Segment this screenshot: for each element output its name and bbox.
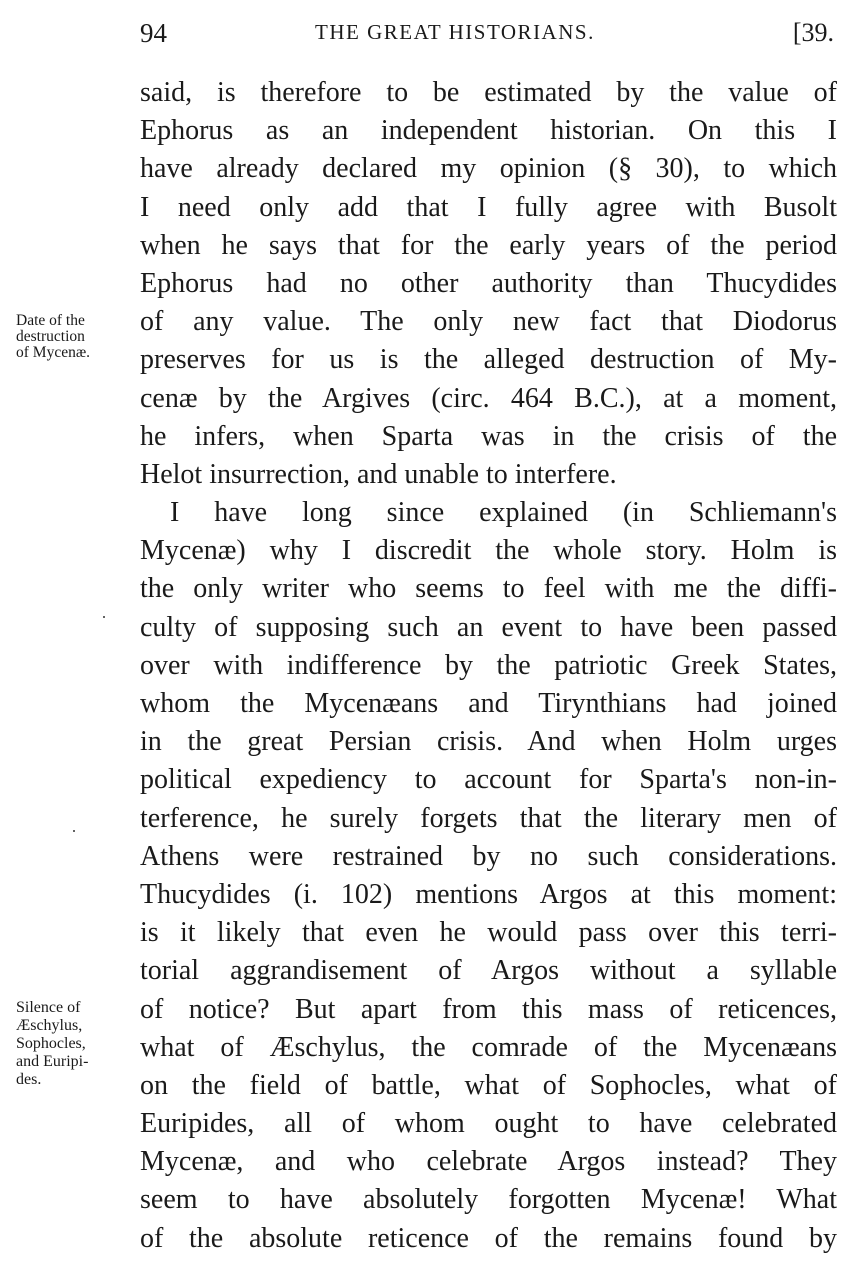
sidenote-line: Sophocles, <box>16 1035 86 1052</box>
text-line: have already declared my opinion (§ 30), to which <box>140 153 837 185</box>
text-line: cenæ by the Argives (circ. 464 B.C.), at a moment, <box>140 382 837 414</box>
body-text <box>140 74 837 1258</box>
sidenote-line: and Euripi- <box>16 1053 89 1070</box>
text-line: over with indifference by the patriotic Greek States, <box>140 649 837 681</box>
sidenote-date-of-destruction <box>16 313 136 361</box>
text-line: Mycenæ) why I discredit the whole story. Holm is <box>140 535 837 567</box>
section-reference: [39. <box>792 18 834 47</box>
text-line: preserves for us is the alleged destruction of My- <box>140 344 837 376</box>
sidenote-line: des. <box>16 1071 42 1088</box>
text-line: I need only add that I fully agree with Busolt <box>140 191 837 223</box>
text-line: the only writer who seems to feel with me the diffi- <box>140 573 837 605</box>
text-line: is it likely that even he would pass over this terri- <box>140 917 837 949</box>
running-head <box>140 18 840 58</box>
sidenote-line: Silence of <box>16 999 81 1016</box>
text-line: on the field of battle, what of Sophocles, what of <box>140 1069 837 1101</box>
text-line: Athens were restrained by no such considerations. <box>140 840 837 872</box>
sidenote-silence-of-tragedians <box>16 999 136 1089</box>
text-line: seem to have absolutely forgotten Mycenæ! What <box>140 1184 837 1216</box>
text-line: said, is therefore to be estimated by the value of <box>140 77 837 108</box>
text-line: torial aggrandisement of Argos without a syllable <box>140 955 837 987</box>
text-line: terference, he surely forgets that the literary men of <box>140 802 837 834</box>
text-line: Ephorus as an independent historian. On this I <box>140 115 837 147</box>
text-line: of notice? But apart from this mass of reticences, <box>140 993 837 1025</box>
text-line: when he says that for the early years of the period <box>140 229 837 261</box>
sidenote-line: destruction <box>16 328 85 345</box>
text-line: whom the Mycenæans and Tirynthians had joined <box>140 688 837 719</box>
sidenote-line: Æschylus, <box>16 1017 83 1034</box>
text-line: Helot insurrection, and unable to interfere. <box>140 458 617 490</box>
print-speck <box>73 830 75 832</box>
text-line: of the absolute reticence of the remains found by <box>140 1222 837 1254</box>
page-number: 94 <box>140 18 167 48</box>
text-line: Euripides, all of whom ought to have celebrated <box>140 1108 837 1140</box>
text-line: I have long since explained (in Schliemann's <box>170 497 837 529</box>
text-line: Mycenæ, and who celebrate Argos instead? They <box>140 1146 837 1178</box>
running-title: THE GREAT HISTORIANS. <box>315 20 595 44</box>
text-line: culty of supposing such an event to have been passed <box>140 611 837 643</box>
sidenote-line: Date of the <box>16 312 85 329</box>
text-line: Ephorus had no other authority than Thucydides <box>140 267 837 299</box>
text-line: what of Æschylus, the comrade of the Mycenæans <box>140 1031 837 1063</box>
text-line: in the great Persian crisis. And when Holm urges <box>140 726 837 758</box>
sidenote-line: of Mycenæ. <box>16 344 91 361</box>
text-line: Thucydides (i. 102) mentions Argos at this moment: <box>140 878 837 910</box>
text-line: he infers, when Sparta was in the crisis of the <box>140 420 837 452</box>
text-line: of any value. The only new fact that Diodorus <box>140 306 837 338</box>
print-speck <box>103 616 105 618</box>
text-line: political expediency to account for Sparta's non-in- <box>140 764 837 796</box>
